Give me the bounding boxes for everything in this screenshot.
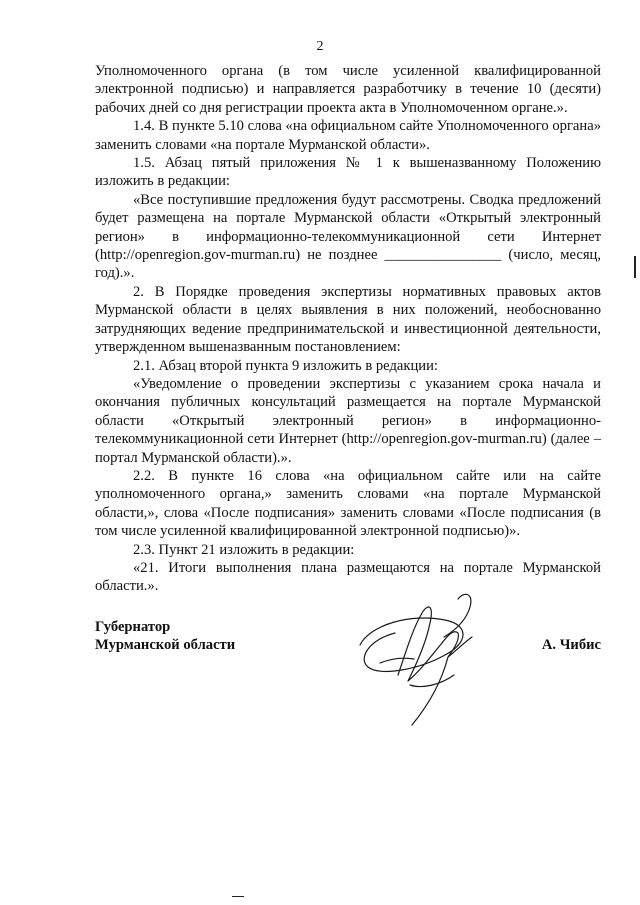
handwritten-signature: [350, 585, 500, 735]
page-number: 2: [316, 39, 324, 54]
paragraph-9: 2.3. Пункт 21 изложить в редакции:: [133, 541, 355, 558]
paragraph-7: «Уведомление о проведении экспертизы с указанием срока начала и окончания публичных консультаций размещается на портале Мурманской области «Открытый электронный регион» в информационно-телекоммуникационной сети Интернет (http://openregion.gov-murman.ru) (далее – портал Мурманской области).».: [95, 375, 601, 466]
document-body: [95, 62, 601, 596]
signer-name: А. Чибис: [541, 637, 601, 653]
signer-title-line-2: Мурманской области: [95, 637, 236, 654]
paragraph-8: 2.2. В пункте 16 слова «на официальном сайте или на сайте уполномоченного органа,» заменить словами «на портале Мурманской области,», слова «После подписания» заменить словами «После подписания (в том числе усиленной квалифицированной электронной подписью)».: [95, 467, 601, 540]
paragraph-2: 1.4. В пункте 5.10 слова «на официальном сайте Уполномоченного органа» заменить словами «на портале Мурманской области».: [95, 118, 601, 153]
paragraph-1: Уполномоченного органа (в том числе усиленной квалифицированной электронной подписью) и направляется разработчику в течение 10 (десяти) рабочих дней со дня регистрации проекта акта в Уполномоченном органе.».: [95, 63, 601, 116]
paragraph-6: 2.1. Абзац второй пункта 9 изложить в редакции:: [133, 357, 438, 374]
scan-edge-mark-right: [634, 256, 636, 278]
paragraph-3: 1.5. Абзац пятый приложения № 1 к вышеназванному Положению изложить в редакции:: [95, 155, 601, 190]
paragraph-10: «21. Итоги выполнения плана размещаются на портале Мурманской области.».: [95, 559, 601, 595]
paragraph-5: 2. В Порядке проведения экспертизы нормативных правовых актов Мурманской области в целях выявления в них положений, необоснованно затрудняющих ведение предпринимательской и инвестиционной деятельности, утвержденном вышеназванным постановлением:: [95, 283, 601, 356]
scan-edge-mark-bottom: [232, 896, 244, 897]
signer-title: [95, 618, 235, 655]
signer-title-line-1: Губернатор: [95, 619, 171, 635]
paragraph-4: «Все поступившие предложения будут рассмотрены. Сводка предложений будет размещена на портале Мурманской области «Открытый электронный регион» в информационно-телекоммуникационной сети Интернет (http://openregion.gov-murman.ru) не позднее ________________ (число, месяц, год).».: [95, 191, 601, 282]
